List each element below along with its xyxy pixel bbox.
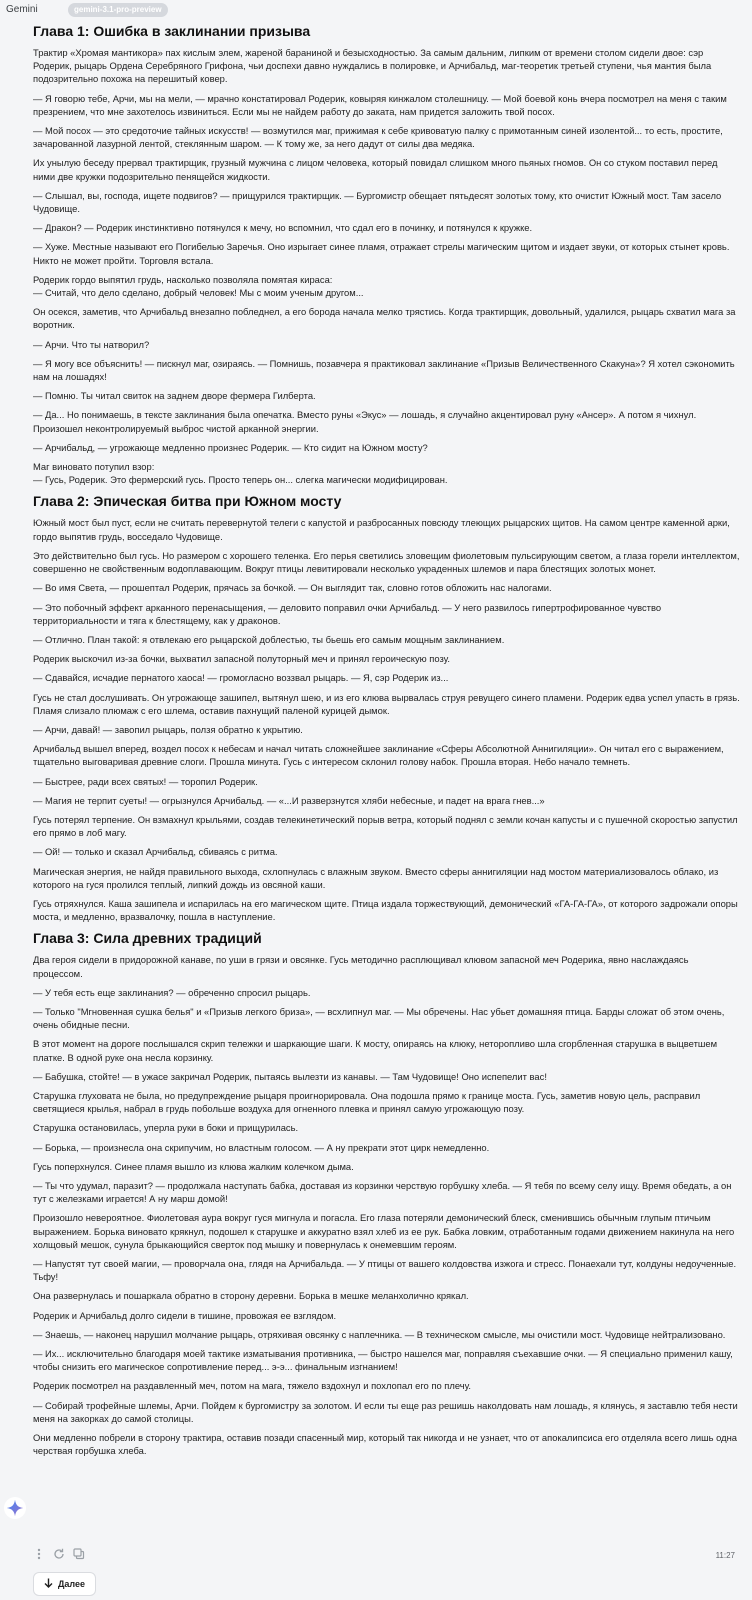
story-paragraph: Это действительно был гусь. Но размером с хорошего теленка. Его перья светились зловещим фиолетовым пульсирующим светом, а глаза горели интеллектом, совершенно не свойственным водоплавающим. Вокруг птицы левитировали несколько украденных шлемов и пара блестящих золотых монет. [33, 549, 740, 575]
story-paragraph: Произошло невероятное. Фиолетовая аура вокруг гуся мигнула и погасла. Его глаза потеряли демонический блеск, сменившись обычным глупым птичьим выражением. Борька виновато крякнул, подошел к старушке и аккуратно взял хлеб из ее рук. Бабка ловким, отработанным годами движением накинула на него холщовый мешок, сунула брыкающийся сверток под мышку и повернулась к онемевшим героям. [33, 1212, 735, 1250]
message-actions [33, 1548, 85, 1560]
more-vertical-icon[interactable] [33, 1548, 45, 1560]
story-paragraph: Гусь отряхнулся. Каша зашипела и испарилась на его магическом щите. Птица издала торжествующий, демонический «ГА-ГА-ГА», от которого задрожали опоры моста, и медленно, вразвалочку, пошла в наступление. [33, 897, 738, 923]
story-paragraph: — Сдавайся, исчадие пернатого хаоса! — громогласно воззвал рыцарь. — Я, сэр Родерик из... [33, 672, 449, 684]
story-paragraph: Старушка глуховата не была, но предупреждение рыцаря проигнорировала. Она подошла прямо к границе моста. Гусь, заметив новую цель, расправил светящиеся крылья, набрал в грудь побольше воздуха для огненного плевка и принял самую угрожающую позу. [33, 1089, 701, 1115]
story-paragraph: — Мой посох — это средоточие тайных искусств! — возмутился маг, прижимая к себе кривоватую палку с примотанным синей изолентой... то есть, простите, зачарованной лазурной лентой, стеклянным шаром. — К тому же, за него дадут от силы два медяка. [33, 125, 723, 150]
header-bar [0, 0, 752, 22]
story-paragraph: В этот момент на дороге послышался скрип тележки и шаркающие шаги. К мосту, опираясь на клюку, неторопливо шла сгорбленная старушка в выцветшем платке. В одной руке она несла корзинку. [33, 1038, 718, 1063]
next-button-label: Далее [58, 1579, 86, 1589]
refresh-icon[interactable] [53, 1548, 65, 1560]
story-paragraph: Маг виновато потупил взор: — Гусь, Родерик. Это фермерский гусь. Просто теперь он... слегка магически модифицирован. [33, 461, 448, 486]
story-paragraph: Родерик посмотрел на раздавленный меч, потом на мага, тяжело вздохнул и похлопал его по плечу. [33, 1380, 471, 1392]
story-paragraph: Родерик выскочил из-за бочки, выхватил запасной полуторный меч и принял героическую позу. [33, 653, 450, 665]
story-paragraph: — Быстрее, ради всех святых! — торопил Родерик. [33, 775, 258, 787]
story-paragraph: — Арчи. Что ты натворил? [33, 338, 150, 350]
chapter-title: Глава 2: Эпическая битва при Южном мосту [33, 493, 342, 510]
gemini-sparkle-icon [4, 1497, 26, 1519]
story-paragraph: — Да... Но понимаешь, в тексте заклинания была опечатка. Вместо руны «Экус» — лошадь, я случайно акцентировал руну «Ансер». А потом я чихнул. Произошел неконтролируемый выброс чистой арканной энергии. [33, 409, 697, 434]
story-paragraph: — Помню. Ты читал свиток на заднем дворе фермера Гилберта. [33, 390, 316, 402]
story-paragraph: — Во имя Света, — прошептал Родерик, прячась за бочкой. — Он выглядит так, словно готов обложить нас налогами. [33, 582, 552, 594]
story-paragraph: Они медленно побрели в сторону трактира, оставив позади спасенный мир, который так никогда и не узнает, что от апокалипсиса его отделяла всего лишь одна черствая горбушка хлеба. [33, 1432, 737, 1457]
chapter-title: Глава 1: Ошибка в заклинании призыва [33, 23, 311, 39]
story-paragraph: Гусь поперхнулся. Синее пламя вышло из клюва жалким колечком дыма. [33, 1160, 354, 1172]
story-paragraph: — Хуже. Местные называют его Погибелью Заречья. Оно изрыгает синее пламя, отражает стрелы магическим щитом и издает звуки, от которых стынет кровь. Никто не может пройти. Торговля встала. [33, 241, 730, 266]
story-paragraph: Трактир «Хромая мантикора» пах кислым элем, жареной бараниной и безысходностью. За самым дальним, липким от времени столом сидели двое: сэр Родерик, рыцарь Ордена Серебряного Грифона, чьи доспехи давно нуждались в полировке, и Арчибальд, маг-теоретик третьей ступени, чья мантия была подозрительно похожа на перешитый ковер. [33, 47, 712, 85]
story-paragraph: — Борька, — произнесла она скрипучим, но властным голосом. — А ну прекрати этот цирк немедленно. [33, 1141, 490, 1153]
chapter-title: Глава 3: Сила древних традиций [33, 930, 262, 947]
story-paragraph: Родерик гордо выпятил грудь, насколько позволяла помятая кираса: — Считай, что дело сделано, добрый человек! Мы с моим ученым другом... [33, 273, 364, 299]
story-paragraph: — Знаешь, — наконец нарушил молчание рыцарь, отряхивая овсянку с наплечника. — В техническом смысле, мы очистили мост. Чудовище нейтрализовано. [33, 1328, 726, 1340]
story-paragraph: Их унылую беседу прервал трактирщик, грузный мужчина с лицом человека, который повидал слишком много пьяных гномов. Он со стуком поставил перед ними две кружки подозрительно пенящейся жидкости. [33, 157, 718, 182]
story-paragraph: — Арчи, давай! — завопил рыцарь, ползя обратно к укрытию. [33, 723, 303, 735]
story-paragraph: Южный мост был пуст, если не считать перевернутой телеги с капустой и разбросанных повсюду тлеющих рыцарских щитов. На самом центре каменной арки, гордо выпятив грудь, восседало Чудовище. [33, 517, 730, 542]
story-paragraph: Она развернулась и пошаркала обратно в сторону деревни. Борька в мешке меланхолично крякал. [33, 1290, 469, 1302]
story-paragraph: — Их... исключительно благодаря моей тактике изматывания противника, — быстро нашелся маг, поправляя съехавшие очки. — Я специально применил кашу, чтобы снизить его магическое сопротивление перед... э-э... финальным изгнанием! [33, 1348, 733, 1373]
story-paragraph: — Ты что удумал, паразит? — продолжала наступать бабка, доставая из корзинки черствую горбушку хлеба. — Я тебя по всему селу ищу. Время обедать, а он тут с железками играется! А ну марш домой! [33, 1180, 732, 1205]
timestamp: 11:27 [715, 1551, 735, 1560]
story-paragraph: Магическая энергия, не найдя правильного выхода, схлопнулась с влажным звуком. Вместо сферы аннигиляции над мостом материализовалось облако, из которого на гуся пролился теплый, липкий дождь из овсяной каши. [33, 865, 719, 890]
story-paragraph: Старушка остановилась, уперла руки в боки и прищурилась. [33, 1122, 299, 1134]
story-paragraph: — Собирай трофейные шлемы, Арчи. Пойдем к бургомистру за золотом. И если ты еще раз решишь наколдовать нам лошадь, я клянусь, я заставлю тебя нести меня на закорках до самой столицы. [33, 1399, 738, 1424]
story-paragraph: — Только "Мгновенная сушка белья" и «Призыв легкого бриза», — всхлипнул маг. — Мы обречены. Нас убьет домашняя птица. Барды сложат об этом очень, очень обидные песни. [33, 1005, 725, 1031]
story-paragraph: — Я могу все объяснить! — пискнул маг, озираясь. — Помнишь, позавчера я практиковал заклинание «Призыв Величественного Скакуна»? Я хотел сэкономить нам на лошадях! [33, 357, 735, 383]
brand-label: Gemini [6, 4, 38, 15]
story-paragraph: — Отлично. План такой: я отвлекаю его рыцарской доблестью, ты бьешь его самым мощным заклинанием. [33, 633, 505, 645]
story-paragraph: Родерик и Арчибальд долго сидели в тишине, провожая ее взглядом. [33, 1309, 337, 1321]
story-paragraph: Гусь не стал дослушивать. Он угрожающе зашипел, вытянул шею, и из его клюва вырвалась струя ревущего синего пламени. Родерик едва успел упасть в грязь. Пламя слизало плюмаж с его шлема, оставив пахнущий паленой курицей дымок. [33, 691, 740, 716]
copy-icon[interactable] [73, 1548, 85, 1560]
story-paragraph: — Магия не терпит суеты! — огрызнулся Арчибальд. — «...И разверзнутся хляби небесные, и падет на врага гнев...» [33, 794, 545, 806]
story-paragraph: — Это побочный эффект арканного перенасыщения, — деловито поправил очки Арчибальд. — У него развилось гипертрофированное чувство территориальности и тяга к блестящему, как у драконов. [33, 601, 662, 626]
story-paragraph: — Слышал, вы, господа, ищете подвигов? — прищурился трактирщик. — Бургомистр обещает пятьдесят золотых тому, кто очистит Южный мост. Там засело Чудовище. [33, 189, 722, 215]
story-paragraph: — Арчибальд, — угрожающе медленно произнес Родерик. — Кто сидит на Южном мосту? [33, 441, 428, 453]
story-paragraph: Гусь потерял терпение. Он взмахнул крыльями, создав телекинетический порыв ветра, который поднял с земли кочан капусты и с пушечной скоростью запустил его прямо в лоб магу. [33, 813, 738, 839]
arrow-down-icon [44, 1578, 53, 1590]
story-paragraph: Арчибальд вышел вперед, воздел посох к небесам и начал читать сложнейшее заклинание «Сферы Абсолютной Аннигиляции». Он читал его с выражением, тщательно выговаривая древние слоги. Прошла минута. Гусь с интересом склонил голову набок. Прошла вторая. Небо начало темнеть. [33, 743, 724, 768]
story-paragraph: — Напустят тут своей магии, — проворчала она, глядя на Арчибальда. — У птицы от вашего колдовства изжога и стресс. Понаехали тут, колдуны недоученные. Тьфу! [33, 1258, 737, 1283]
story-paragraph: — Дракон? — Родерик инстинктивно потянулся к мечу, но вспомнил, что сдал его в починку, и потянулся к кружке. [33, 222, 533, 234]
story-paragraph: — У тебя есть еще заклинания? — обреченно спросил рыцарь. [33, 986, 311, 998]
story-paragraph: — Я говорю тебе, Арчи, мы на мели, — мрачно констатировал Родерик, ковыряя кинжалом столешницу. — Мой боевой конь вчера посмотрел на меня с таким презрением, что мне захотелось извиниться. Если мы не найдем работу до заката, нам придется заложить твой посох. [33, 92, 727, 117]
story-paragraph: — Бабушка, стойте! — в ужасе закричал Родерик, пытаясь вылезти из канавы. — Там Чудовище! Оно испепелит вас! [33, 1070, 547, 1082]
story-paragraph: Он осекся, заметив, что Арчибальд внезапно побледнел, а его борода начала мелко трястись. Когда трактирщик, довольный, удалился, рыцарь схватил мага за воротник. [33, 306, 736, 331]
response-content [33, 22, 740, 1463]
story-paragraph: Два героя сидели в придорожной канаве, по уши в грязи и овсянке. Гусь методично расплющивал клювом запасной меч Родерика, явно наслаждаясь процессом. [33, 954, 689, 979]
next-button[interactable] [33, 1572, 96, 1596]
story-paragraph: — Ой! — только и сказал Арчибальд, сбиваясь с ритма. [33, 846, 278, 858]
model-badge[interactable]: gemini-3.1-pro-preview [68, 3, 168, 17]
